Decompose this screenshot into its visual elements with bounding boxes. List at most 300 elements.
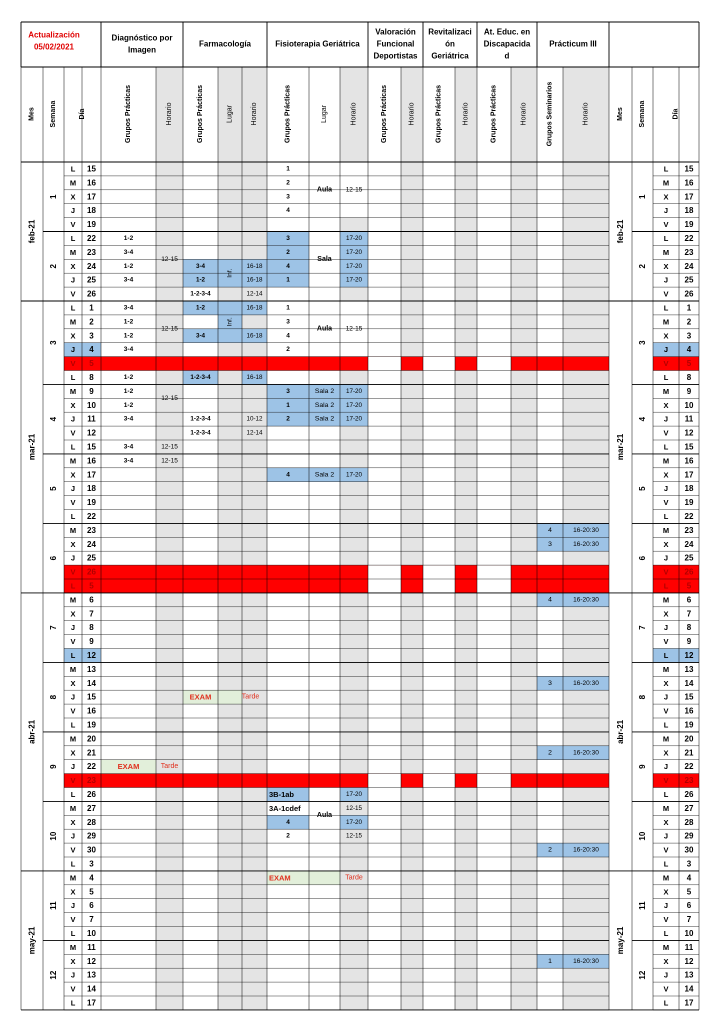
group-label: 4 [548,526,552,534]
horario-label: 12-15 [161,443,178,451]
day-number: 21 [684,748,694,758]
day-number: 30 [87,845,96,855]
holiday-gap [423,579,455,593]
holiday-gap [477,357,511,371]
week-label: 4 [49,416,58,422]
day-number: 11 [87,942,96,952]
weekday-letter: X [663,678,669,688]
column-header-semana: Semana [50,100,57,128]
day-number: 9 [89,637,94,647]
group-label: 4 [286,818,290,826]
holiday-gap [368,357,401,371]
group-label: 1-2 [123,401,134,409]
week-label: 4 [638,416,647,422]
group-label: 4 [286,471,290,479]
horario-label: 17-20 [345,234,363,242]
day-number: 23 [684,247,694,257]
weekday-letter: M [69,873,77,883]
holiday-row [64,579,609,593]
weekday-letter: M [69,456,77,466]
weekday-letter: V [663,428,669,438]
column-header-grupos_practicas: Grupos Prácticas [125,85,132,143]
group-label: 1-2 [123,332,134,340]
weekday-letter: V [663,359,669,369]
week-label: 11 [49,901,58,910]
day-number: 5 [686,581,692,591]
day-number: 1 [686,303,692,313]
week-label: 2 [638,264,647,269]
day-number: 20 [684,734,694,744]
weekday-letter: M [662,386,670,396]
day-number: 14 [684,678,694,688]
tarde-label: Tarde [241,693,260,701]
day-number: 13 [684,970,694,980]
horario-label: 16-20:30 [573,846,599,854]
weekday-letter: L [663,581,669,591]
weekday-letter: M [662,664,670,674]
day-number: 25 [684,553,694,563]
weekday-letter: V [663,220,669,230]
exam-label: EXAM [189,692,212,702]
horario-label: 17-20 [345,262,363,270]
column-header-lugar: Lugar [321,105,328,123]
group-label: 3-4 [123,304,134,312]
group-label: 2 [548,846,552,854]
horario-label: 16-20:30 [573,749,599,757]
group-label: 3-4 [123,248,134,256]
group-label: 4 [286,332,290,340]
weekday-letter: L [663,789,669,799]
weekday-letter: J [663,553,669,563]
weekday-letter: J [70,831,76,841]
weekday-letter: M [69,386,77,396]
day-number: 9 [686,637,692,647]
group-label: 3 [548,679,552,687]
weekday-letter: M [662,525,670,535]
day-number: 15 [87,692,96,702]
day-number: 17 [684,470,694,480]
day-number: 19 [684,720,694,730]
day-number: 29 [684,831,694,841]
weekday-letter: X [70,817,76,827]
group-label: 4 [286,207,290,215]
tarde-label: Tarde [345,874,363,882]
horario-label: 17-20 [345,276,363,284]
weekday-letter: V [663,915,669,925]
day-number: 12 [87,650,96,660]
day-number: 11 [684,942,694,952]
weekday-letter: J [663,484,669,494]
weekday-letter: J [70,692,76,702]
subject-title-fisio: Fisioterapia Geriátrica [275,39,360,49]
horario-label: 16-18 [246,262,263,270]
column-header-horario: Horario [582,102,590,126]
day-number: 14 [87,678,96,688]
weekday-letter: V [70,359,76,369]
day-number: 26 [684,789,694,799]
weekday-letter: J [663,762,669,772]
day-number: 17 [684,192,694,202]
horario-label: 17-20 [345,471,363,479]
weekday-letter: V [70,637,76,647]
weekday-letter: L [70,442,76,452]
day-number: 25 [684,275,694,285]
weekday-letter: X [663,400,669,410]
day-number: 15 [684,442,694,452]
day-number: 11 [87,414,96,424]
week-label: 5 [49,486,58,491]
day-number: 24 [87,261,96,271]
subject-title-prac: Prácticum III [549,39,597,49]
weekday-letter: J [70,275,76,285]
day-number: 18 [87,206,96,216]
weekday-letter: V [663,984,669,994]
horario-label: 17-20 [345,248,363,256]
weekday-letter: L [70,164,76,174]
column-header-semana: Semana [639,100,646,128]
day-number: 19 [684,498,694,508]
week-label: 1 [49,194,58,199]
weekday-letter: V [70,984,76,994]
weekday-letter: V [70,915,76,925]
day-number: 15 [684,164,694,174]
subject-title-rev: ón [445,39,455,49]
weekday-letter: L [663,511,669,521]
weekday-letter: L [663,998,669,1008]
day-number: 8 [686,372,692,382]
day-number: 28 [87,817,96,827]
horario-label: 16-18 [246,332,263,340]
weekday-letter: J [70,206,76,216]
column-header-horario: Horario [462,102,470,126]
group-label: 3-4 [123,443,134,451]
update-label: Actualización [28,30,80,40]
subject-title-ae: Discapacida [483,39,531,49]
day-number: 24 [684,261,694,271]
weekday-letter: M [662,317,670,327]
day-number: 23 [684,525,694,535]
group-label: 2 [286,415,290,423]
day-number: 4 [686,345,692,355]
holiday-gap [368,774,401,788]
day-number: 22 [87,511,96,521]
horario-label: 16-20:30 [573,526,599,534]
group-label: 1 [548,957,552,965]
weekday-letter: L [70,998,76,1008]
column-header-dia: Día [79,108,86,120]
horario-label: 12-15 [345,804,363,812]
day-number: 21 [87,748,96,758]
day-number: 3 [89,859,94,869]
subject-title-dx: Diagnóstico por [111,33,173,43]
exam-label: EXAM [269,873,291,883]
weekday-letter: X [70,192,76,202]
group-label: 2 [286,346,290,354]
subject-title-val: Deportistas [373,51,418,61]
exam-label: EXAM [117,762,140,772]
horario-label: 16-20:30 [573,957,599,965]
day-number: 4 [686,873,692,883]
subject-title-val: Valoración [375,27,416,37]
day-number: 7 [686,915,692,925]
weekday-letter: J [70,345,76,355]
week-label: 10 [49,831,58,841]
day-number: 15 [87,442,96,452]
month-label: abr-21 [616,719,625,744]
weekday-letter: J [70,553,76,563]
horario-label: 10-12 [246,415,263,423]
weekday-letter: L [70,372,76,382]
group-label: 3-4 [123,415,134,423]
weekday-letter: M [69,178,77,188]
subject-title-rev: Geriátrica [431,51,469,61]
day-number: 16 [684,178,694,188]
day-number: 6 [89,901,94,911]
day-number: 9 [686,386,692,396]
horario-label: 12-15 [161,457,178,465]
day-number: 20 [87,734,96,744]
horario-label: 12-15 [161,325,178,333]
weekday-letter: X [663,817,669,827]
group-label: 1 [286,165,290,173]
month-label: may-21 [616,926,625,955]
group-label: 1-2 [195,304,206,312]
day-number: 26 [684,289,694,299]
day-number: 15 [684,692,694,702]
group-label: 3 [548,540,552,548]
horario-label: 16-20:30 [573,679,599,687]
horario-label: 17-20 [345,401,363,409]
day-number: 6 [686,901,692,911]
weekday-letter: L [70,650,76,660]
day-number: 29 [87,831,96,841]
weekday-letter: L [663,650,669,660]
holiday-gap [477,579,511,593]
group-label: 4 [286,262,290,270]
day-number: 26 [87,567,96,577]
day-number: 8 [89,372,94,382]
day-number: 22 [87,233,96,243]
subject-title-dx: Imagen [127,45,157,55]
day-number: 18 [87,484,96,494]
day-number: 5 [686,359,692,369]
holiday-gap [423,357,455,371]
group-label: 1-2 [123,387,134,395]
weekday-letter: V [70,498,76,508]
weekday-letter: J [663,275,669,285]
day-cell-fill [653,343,699,357]
horario-label: 12-14 [246,290,263,298]
day-number: 18 [684,206,694,216]
weekday-letter: J [70,762,76,772]
group-label: 1-2 [123,318,134,326]
group-label: 2 [286,179,290,187]
group-label: 1-2-3-4 [190,415,211,423]
day-number: 27 [684,803,694,813]
month-label: mar-21 [616,433,625,461]
group-label: 2 [548,749,552,757]
weekday-letter: M [662,942,670,952]
weekday-letter: M [69,247,77,257]
month-label: mar-21 [27,433,37,461]
weekday-letter: X [70,539,76,549]
group-label: 1-2 [123,234,134,242]
day-number: 16 [87,178,96,188]
column-header-grupos_practicas: Grupos Prácticas [381,85,388,143]
day-number: 18 [684,484,694,494]
horario-label: 17-20 [345,790,363,798]
day-number: 10 [684,928,694,938]
week-label: 11 [638,901,647,910]
holiday-gap [423,774,455,788]
horario-label: 16-18 [246,276,263,284]
week-label: 8 [49,694,58,700]
group-label: 1 [286,276,290,284]
weekday-letter: V [70,289,76,299]
day-number: 5 [89,887,94,897]
day-number: 16 [684,456,694,466]
column-header-grupos_practicas: Grupos Prácticas [284,85,292,143]
lugar-label: Sala [317,255,332,263]
day-number: 13 [87,970,96,980]
weekday-letter: X [663,470,669,480]
group-label: 3 [286,193,290,201]
day-number: 10 [87,400,96,410]
weekday-letter: L [663,164,669,174]
weekday-letter: X [663,609,669,619]
horario-label: 16-20:30 [573,596,599,604]
group-label: 1-2 [123,262,134,270]
column-header-grupos_practicas: Grupos Prácticas [435,85,443,143]
day-number: 6 [89,595,94,605]
weekday-letter: V [663,637,669,647]
weekday-letter: J [70,414,76,424]
day-number: 17 [87,470,96,480]
column-header-grupos_seminarios: Grupos Seminarios [546,81,554,147]
day-number: 13 [87,664,96,674]
day-number: 3 [686,859,692,869]
day-number: 14 [684,984,694,994]
weekday-letter: L [663,720,669,730]
day-number: 19 [87,220,96,230]
horario-label: 12-15 [345,325,363,333]
day-number: 10 [87,928,96,938]
group-label: 3A-1cdef [269,803,301,813]
column-header-horario: Horario [520,102,528,126]
subject-title-ae: At. Educ. en [483,27,531,37]
weekday-letter: M [69,803,77,813]
lugar-label: Inf. [226,317,234,327]
day-number: 23 [87,247,96,257]
week-label: 1 [638,194,647,199]
day-number: 2 [686,317,692,327]
week-label: 8 [638,694,647,700]
day-number: 14 [87,984,96,994]
group-label: 3B-1ab [269,789,295,799]
week-label: 10 [638,831,647,841]
weekday-letter: X [663,539,669,549]
weekday-letter: L [663,233,669,243]
day-number: 6 [686,595,692,605]
day-number: 5 [89,359,94,369]
weekday-letter: M [662,595,670,605]
holiday-gap [477,565,511,579]
lugar-label: Inf. [226,268,234,278]
day-number: 9 [89,386,94,396]
day-number: 10 [684,400,694,410]
column-header-horario: Horario [166,102,173,126]
group-label: 3-4 [195,332,206,340]
horario-label: 12-15 [161,255,178,263]
group-label: 1 [286,304,290,312]
column-header-horario: Horario [350,102,358,126]
weekday-letter: X [70,609,76,619]
group-label: 2 [286,832,290,840]
group-label: 1-2-3-4 [190,373,211,381]
group-label: 3-4 [123,346,134,354]
day-number: 26 [87,289,96,299]
weekday-letter: J [663,831,669,841]
subject-title-ae: d [504,51,510,61]
holiday-gap [423,565,455,579]
day-number: 17 [87,192,96,202]
week-label: 7 [638,625,647,630]
group-label: 1-2 [195,276,206,284]
day-number: 24 [684,539,694,549]
weekday-letter: V [663,567,669,577]
weekday-letter: M [662,734,670,744]
week-label: 9 [49,764,58,769]
weekday-letter: X [663,192,669,202]
week-label: 3 [638,340,647,345]
holiday-gap [368,579,401,593]
week-label: 12 [638,970,647,980]
day-number: 4 [89,873,94,883]
weekday-letter: X [70,470,76,480]
day-number: 17 [87,998,96,1008]
horario-label: 16-18 [246,304,263,312]
weekday-letter: J [663,970,669,980]
horario-label: 12-15 [345,832,363,840]
day-number: 7 [686,609,692,619]
weekday-letter: M [662,178,670,188]
holiday-row [64,357,609,371]
weekday-letter: X [663,748,669,758]
weekday-letter: V [663,776,669,786]
weekday-letter: M [662,247,670,257]
lugar-label: Aula [316,186,333,194]
horario-label: 17-20 [345,387,363,395]
weekday-letter: V [70,567,76,577]
subject-title-val: Funcional [376,39,415,49]
column-header-lugar: Lugar [226,105,234,123]
weekday-letter: J [70,484,76,494]
day-number: 12 [684,956,694,966]
weekday-letter: J [663,623,669,633]
group-label: 3 [286,387,290,395]
weekday-letter: L [70,303,76,313]
day-number: 3 [89,331,94,341]
lugar-label: Aula [316,811,333,819]
weekday-letter: V [70,776,76,786]
day-number: 5 [89,581,94,591]
weekday-letter: M [662,873,670,883]
weekday-letter: X [663,887,669,897]
day-number: 22 [684,233,694,243]
weekday-letter: L [663,372,669,382]
column-header-horario: Horario [408,102,416,126]
weekday-letter: J [663,901,669,911]
